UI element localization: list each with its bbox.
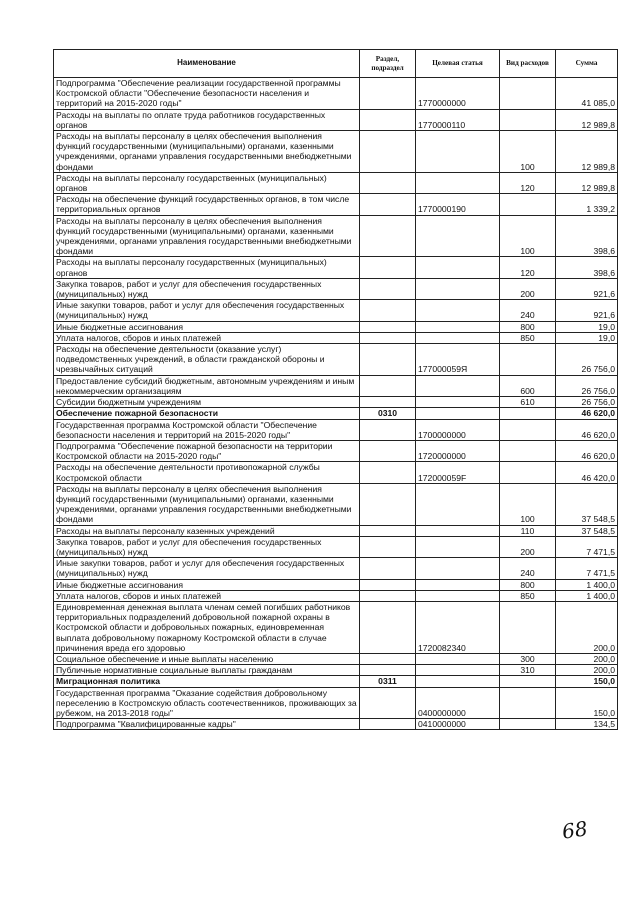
cell-section [360, 653, 416, 664]
cell-name: Подпрограмма "Обеспечение пожарной безопасности на территории Костромской области на 2015-2020 годы" [54, 440, 360, 461]
cell-section [360, 321, 416, 332]
cell-article [416, 676, 500, 687]
table-row [54, 558, 618, 579]
cell-type [500, 719, 556, 730]
cell-section [360, 332, 416, 343]
cell-section [360, 665, 416, 676]
cell-sum: 26 756,0 [556, 344, 618, 376]
cell-article [416, 579, 500, 590]
cell-section [360, 215, 416, 257]
table-row [54, 536, 618, 557]
cell-type [500, 687, 556, 719]
cell-name: Миграционная политика [54, 676, 360, 687]
cell-article [416, 257, 500, 278]
cell-section [360, 440, 416, 461]
cell-article [416, 215, 500, 257]
cell-type: 100 [500, 483, 556, 525]
cell-name: Закупка товаров, работ и услуг для обеспечения государственных (муниципальных) нужд [54, 536, 360, 557]
cell-article [416, 131, 500, 173]
table-row [54, 300, 618, 321]
table-row [54, 440, 618, 461]
cell-name: Расходы на выплаты персоналу в целях обеспечения выполнения функций государственными (муниципальными) органами, казенными учреждениями, органами управления государственными внебюджетными фондами [54, 483, 360, 525]
header-section: Раздел, подраздел [360, 50, 416, 78]
header-name: Наименование [54, 50, 360, 78]
cell-section [360, 194, 416, 215]
cell-name: Уплата налогов, сборов и иных платежей [54, 332, 360, 343]
cell-sum: 7 471,5 [556, 558, 618, 579]
cell-name: Расходы на выплаты персоналу в целях обеспечения выполнения функций государственными (муниципальными) органами, казенными учреждениями, органами управления государственными внебюджетными фондами [54, 131, 360, 173]
cell-article: 172000059F [416, 462, 500, 483]
cell-type [500, 462, 556, 483]
cell-name: Государственная программа "Оказание содействия добровольному переселению в Костромскую область соотечественников, проживающих за рубежом, на 2013-2018 годы" [54, 687, 360, 719]
cell-name: Обеспечение пожарной безопасности [54, 408, 360, 419]
cell-name: Расходы на обеспечение функций государственных органов, в том числе территориальных органов [54, 194, 360, 215]
cell-name: Закупка товаров, работ и услуг для обеспечения государственных (муниципальных) нужд [54, 278, 360, 299]
cell-sum: 1 400,0 [556, 579, 618, 590]
cell-sum: 46 620,0 [556, 440, 618, 461]
table-row [54, 172, 618, 193]
cell-article: 1720082340 [416, 601, 500, 653]
cell-name: Единовременная денежная выплата членам семей погибших работников территориальных подразделений добровольной пожарной охраны в Костромской области и добровольных пожарных, единовременная выплата добровольному пожарному Костромской области в случае причинения вреда его здоровью [54, 601, 360, 653]
cell-section [360, 344, 416, 376]
table-row [54, 665, 618, 676]
table-row [54, 601, 618, 653]
cell-sum: 12 989,8 [556, 109, 618, 130]
cell-article [416, 375, 500, 396]
cell-article [416, 558, 500, 579]
cell-name: Расходы на выплаты по оплате труда работников государственных органов [54, 109, 360, 130]
table-row [54, 719, 618, 730]
cell-section [360, 525, 416, 536]
budget-table [53, 49, 618, 730]
cell-type [500, 676, 556, 687]
table-row [54, 676, 618, 687]
cell-type: 600 [500, 375, 556, 396]
table-row [54, 194, 618, 215]
cell-type: 300 [500, 653, 556, 664]
cell-sum: 200,0 [556, 653, 618, 664]
cell-sum: 7 471,5 [556, 536, 618, 557]
cell-sum: 200,0 [556, 665, 618, 676]
cell-section [360, 719, 416, 730]
cell-section [360, 419, 416, 440]
table-row [54, 375, 618, 396]
cell-sum: 921,6 [556, 300, 618, 321]
table-row [54, 215, 618, 257]
cell-type: 100 [500, 215, 556, 257]
cell-article [416, 300, 500, 321]
cell-section [360, 687, 416, 719]
cell-name: Иные бюджетные ассигнования [54, 321, 360, 332]
cell-article [416, 525, 500, 536]
cell-article: 1700000000 [416, 419, 500, 440]
cell-sum: 26 756,0 [556, 397, 618, 408]
cell-name: Расходы на обеспечение деятельности (оказание услуг) подведомственных учреждений, в области гражданской обороны и чрезвычайных ситуаций [54, 344, 360, 376]
cell-article: 177000059Я [416, 344, 500, 376]
cell-type [500, 440, 556, 461]
cell-article [416, 665, 500, 676]
cell-name: Расходы на выплаты персоналу государственных (муниципальных) органов [54, 257, 360, 278]
cell-article: 1770000000 [416, 78, 500, 110]
cell-article [416, 590, 500, 601]
cell-section [360, 579, 416, 590]
cell-article [416, 332, 500, 343]
cell-name: Уплата налогов, сборов и иных платежей [54, 590, 360, 601]
cell-name: Иные закупки товаров, работ и услуг для обеспечения государственных (муниципальных) нужд [54, 558, 360, 579]
table-row [54, 525, 618, 536]
header-article: Целевая статья [416, 50, 500, 78]
table-row [54, 78, 618, 110]
cell-sum: 200,0 [556, 601, 618, 653]
cell-sum: 46 420,0 [556, 462, 618, 483]
cell-sum: 12 989,8 [556, 131, 618, 173]
table-row [54, 687, 618, 719]
cell-section [360, 131, 416, 173]
cell-name: Расходы на обеспечение деятельности противопожарной службы Костромской области [54, 462, 360, 483]
cell-type [500, 344, 556, 376]
cell-type [500, 109, 556, 130]
page-number: 68 [560, 816, 589, 844]
cell-name: Субсидии бюджетным учреждениям [54, 397, 360, 408]
cell-sum: 19,0 [556, 332, 618, 343]
cell-section [360, 483, 416, 525]
cell-name: Иные закупки товаров, работ и услуг для обеспечения государственных (муниципальных) нужд [54, 300, 360, 321]
cell-name: Государственная программа Костромской области "Обеспечение безопасности населения и территорий на 2015-2020 годы" [54, 419, 360, 440]
cell-type: 310 [500, 665, 556, 676]
table-row [54, 590, 618, 601]
cell-type: 240 [500, 558, 556, 579]
cell-section [360, 78, 416, 110]
cell-name: Подпрограмма "Обеспечение реализации государственной программы Костромской области "Обеспечение безопасности населения и территорий на 2015-2020 годы" [54, 78, 360, 110]
cell-article: 0410000000 [416, 719, 500, 730]
table-row [54, 483, 618, 525]
cell-article [416, 483, 500, 525]
cell-sum: 41 085,0 [556, 78, 618, 110]
cell-name: Публичные нормативные социальные выплаты гражданам [54, 665, 360, 676]
cell-section [360, 109, 416, 130]
cell-sum: 150,0 [556, 676, 618, 687]
cell-article [416, 397, 500, 408]
cell-name: Расходы на выплаты персоналу государственных (муниципальных) органов [54, 172, 360, 193]
table-row [54, 462, 618, 483]
cell-type: 240 [500, 300, 556, 321]
cell-sum: 46 620,0 [556, 408, 618, 419]
cell-sum: 46 620,0 [556, 419, 618, 440]
table-row [54, 653, 618, 664]
cell-section [360, 300, 416, 321]
cell-type [500, 78, 556, 110]
cell-type [500, 408, 556, 419]
table-row [54, 257, 618, 278]
cell-section [360, 172, 416, 193]
cell-sum: 150,0 [556, 687, 618, 719]
cell-type [500, 419, 556, 440]
cell-article [416, 653, 500, 664]
cell-section [360, 397, 416, 408]
cell-type: 800 [500, 579, 556, 590]
cell-type [500, 194, 556, 215]
cell-article [416, 278, 500, 299]
cell-article: 0400000000 [416, 687, 500, 719]
table-row [54, 109, 618, 130]
cell-type: 120 [500, 257, 556, 278]
cell-sum: 134,5 [556, 719, 618, 730]
table-row [54, 419, 618, 440]
cell-name: Расходы на выплаты персоналу казенных учреждений [54, 525, 360, 536]
cell-name: Предоставление субсидий бюджетным, автономным учреждениям и иным некоммерческим организациям [54, 375, 360, 396]
cell-sum: 26 756,0 [556, 375, 618, 396]
cell-section [360, 601, 416, 653]
table-row [54, 344, 618, 376]
cell-article: 1770000110 [416, 109, 500, 130]
cell-name: Социальное обеспечение и иные выплаты населению [54, 653, 360, 664]
table-header-row [54, 50, 618, 78]
table-row [54, 579, 618, 590]
header-type: Вид расходов [500, 50, 556, 78]
cell-type [500, 601, 556, 653]
cell-article [416, 408, 500, 419]
table-row [54, 321, 618, 332]
cell-name: Иные бюджетные ассигнования [54, 579, 360, 590]
cell-section [360, 558, 416, 579]
cell-article: 1770000190 [416, 194, 500, 215]
cell-type: 200 [500, 536, 556, 557]
cell-name: Подпрограмма "Квалифицированные кадры" [54, 719, 360, 730]
cell-type: 800 [500, 321, 556, 332]
table-row [54, 408, 618, 419]
cell-section [360, 590, 416, 601]
cell-sum: 1 400,0 [556, 590, 618, 601]
cell-section [360, 536, 416, 557]
cell-section [360, 462, 416, 483]
cell-sum: 1 339,2 [556, 194, 618, 215]
cell-type: 120 [500, 172, 556, 193]
cell-type: 200 [500, 278, 556, 299]
cell-section [360, 257, 416, 278]
cell-name: Расходы на выплаты персоналу в целях обеспечения выполнения функций государственными (муниципальными) органами, казенными учреждениями, органами управления государственными внебюджетными фондами [54, 215, 360, 257]
cell-sum: 19,0 [556, 321, 618, 332]
cell-type: 110 [500, 525, 556, 536]
cell-sum: 398,6 [556, 257, 618, 278]
cell-section [360, 278, 416, 299]
cell-sum: 37 548,5 [556, 483, 618, 525]
cell-article [416, 172, 500, 193]
table-row [54, 131, 618, 173]
cell-type: 610 [500, 397, 556, 408]
cell-sum: 12 989,8 [556, 172, 618, 193]
cell-section: 0311 [360, 676, 416, 687]
cell-sum: 398,6 [556, 215, 618, 257]
cell-section: 0310 [360, 408, 416, 419]
cell-sum: 37 548,5 [556, 525, 618, 536]
cell-sum: 921,6 [556, 278, 618, 299]
table-row [54, 332, 618, 343]
cell-article [416, 536, 500, 557]
header-sum: Сумма [556, 50, 618, 78]
cell-article [416, 321, 500, 332]
cell-article: 1720000000 [416, 440, 500, 461]
cell-section [360, 375, 416, 396]
cell-type: 850 [500, 332, 556, 343]
cell-type: 850 [500, 590, 556, 601]
cell-type: 100 [500, 131, 556, 173]
table-row [54, 278, 618, 299]
table-row [54, 397, 618, 408]
